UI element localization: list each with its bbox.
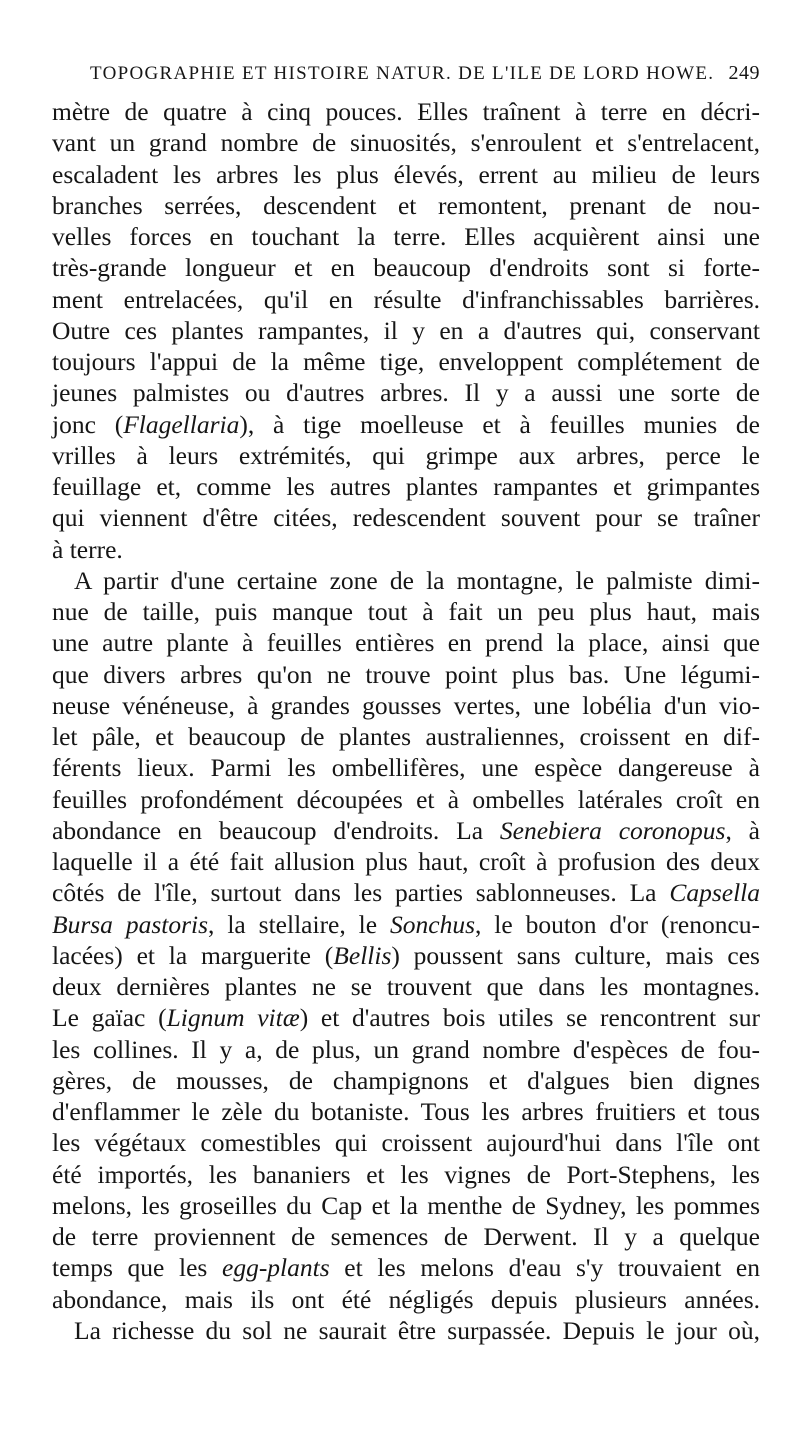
text-segment: laquelle il a été fait allusion plus haut, croît à profusion des deux	[52, 847, 760, 876]
text-line	[52, 846, 760, 877]
text-segment: jeunes palmistes ou d'autres arbres. Il y a aussi une sorte de	[52, 378, 760, 408]
page-number: 249	[728, 62, 760, 84]
body-text	[52, 96, 760, 1346]
text-segment: jonc (	[52, 409, 124, 439]
text-segment: , à	[725, 815, 760, 845]
text-line	[52, 877, 760, 908]
text-segment: let pâle, et beaucoup de plantes australiennes, croissent en dif-	[52, 722, 760, 751]
text-line	[52, 815, 760, 846]
text-segment: vant un grand nombre de sinuosités, s'enroulent et s'entrelacent,	[52, 128, 760, 158]
text-line	[52, 284, 760, 315]
text-segment: vrilles à leurs extrémités, qui grimpe aux arbres, perce le	[52, 440, 760, 470]
text-segment: deux dernières plantes ne se trouvent que dans les montagnes.	[52, 972, 760, 1001]
text-line	[52, 690, 760, 721]
text-line	[52, 909, 760, 940]
text-segment: et les melons d'eau s'y trouvaient en	[329, 1253, 761, 1283]
text-segment: feuilles profondément découpées et à ombelles latérales croît en	[52, 784, 760, 814]
text-segment: férents lieux. Parmi les ombellifères, une espèce dangereuse à	[52, 753, 760, 783]
text-line	[52, 971, 760, 1002]
text-segment: branches serrées, descendent et remontent, prenant de nou-	[52, 190, 760, 220]
text-segment: à terre.	[52, 534, 123, 564]
italic-term: Sonchus	[390, 909, 475, 939]
text-line	[52, 1127, 760, 1158]
text-line	[52, 565, 760, 596]
text-line	[52, 502, 760, 533]
text-line	[52, 159, 760, 190]
text-segment: de terre proviennent de semences de Derwent. Il y a quelque	[52, 1222, 760, 1251]
text-line	[52, 1190, 760, 1221]
text-line	[52, 1034, 760, 1065]
text-segment: A partir d'une certaine zone de la montagne, le palmiste dimi-	[74, 565, 760, 595]
text-line	[52, 1065, 760, 1096]
text-segment: côtés de l'île, surtout dans les parties sablonneuses. La	[52, 878, 670, 908]
running-header	[52, 62, 760, 88]
text-segment: velles forces en touchant la terre. Elles acquièrent ainsi une	[52, 222, 760, 251]
text-segment: ) poussent sans culture, mais ces	[391, 940, 760, 970]
text-line	[52, 127, 760, 158]
text-segment: melons, les groseilles du Cap et la menthe de Sydney, les pommes	[52, 1190, 760, 1220]
text-line	[52, 221, 760, 252]
text-line	[52, 346, 760, 377]
text-segment: neuse vénéneuse, à grandes gousses vertes, une lobélia d'un vio-	[52, 690, 760, 720]
text-segment: La richesse du sol ne saurait être surpassée. Depuis le jour où,	[74, 1315, 760, 1345]
italic-term: Senebiera coronopus	[499, 815, 726, 845]
text-segment: les végétaux comestibles qui croissent aujourd'hui dans l'île ont	[52, 1128, 760, 1158]
italic-term: Bellis	[333, 940, 392, 970]
text-line	[52, 315, 760, 346]
text-line	[52, 471, 760, 502]
text-line	[52, 1159, 760, 1190]
text-line	[52, 1315, 760, 1346]
text-segment: escaladent les arbres les plus élevés, errent au milieu de leurs	[52, 159, 760, 189]
text-segment: Le gaïac (	[52, 1003, 167, 1033]
text-line	[52, 721, 760, 752]
text-line	[52, 377, 760, 408]
text-line	[52, 940, 760, 971]
text-line	[52, 252, 760, 283]
italic-term: Capsella	[669, 878, 760, 908]
text-segment: temps que les	[52, 1253, 222, 1283]
text-line	[52, 1221, 760, 1252]
text-segment: les collines. Il y a, de plus, un grand nombre d'espèces de fou-	[52, 1034, 760, 1064]
text-line	[52, 1096, 760, 1127]
text-segment: une autre plante à feuilles entières en prend la place, ainsi que	[52, 628, 760, 658]
text-segment: ment entrelacées, qu'il en résulte d'infranchissables barrières.	[52, 284, 760, 314]
text-line	[52, 627, 760, 658]
text-segment: d'enflammer le zèle du botaniste. Tous les arbres fruitiers et tous	[52, 1097, 760, 1126]
text-segment: ), à tige moelleuse et à feuilles munies de	[239, 409, 760, 439]
italic-term: Lignum vitæ	[166, 1003, 300, 1033]
text-line	[52, 190, 760, 221]
text-segment: que divers arbres qu'on ne trouve point plus bas. Une légumi-	[52, 659, 760, 689]
text-segment: , le bouton d'or (renoncu-	[475, 909, 760, 939]
italic-term: Flagellaria	[123, 409, 240, 439]
text-segment: abondance, mais ils ont été négligés depuis plusieurs années.	[52, 1284, 760, 1314]
text-line	[52, 409, 760, 440]
text-line	[52, 534, 760, 565]
text-segment: feuillage et, comme les autres plantes rampantes et grimpantes	[52, 472, 760, 501]
text-line	[52, 752, 760, 783]
text-line	[52, 1002, 760, 1033]
text-segment: ) et d'autres bois utiles se rencontrent sur	[299, 1003, 760, 1033]
text-line	[52, 1252, 760, 1283]
text-line	[52, 784, 760, 815]
text-segment: Outre ces plantes rampantes, il y en a d'autres qui, conservant	[52, 315, 760, 345]
text-segment: nue de taille, puis manque tout à fait un peu plus haut, mais	[52, 597, 760, 626]
italic-term: Bursa pastoris	[52, 909, 209, 939]
text-segment: , la stellaire, le	[208, 909, 390, 939]
text-line	[52, 659, 760, 690]
text-line	[52, 96, 760, 127]
text-segment: abondance en beaucoup d'endroits. La	[52, 815, 500, 845]
text-line	[52, 440, 760, 471]
text-segment: très-grande longueur et en beaucoup d'endroits sont si forte-	[52, 253, 760, 283]
text-line	[52, 596, 760, 627]
text-segment: lacées) et la marguerite (	[52, 940, 334, 970]
text-segment: mètre de quatre à cinq pouces. Elles traînent à terre en décri-	[52, 97, 760, 126]
italic-term: egg-plants	[222, 1253, 330, 1283]
text-line	[52, 1284, 760, 1315]
text-segment: été importés, les bananiers et les vignes de Port-Stephens, les	[52, 1159, 760, 1189]
running-title: TOPOGRAPHIE ET HISTOIRE NATUR. DE L'ILE DE LORD HOWE.	[90, 63, 715, 84]
text-segment: gères, de mousses, de champignons et d'algues bien dignes	[52, 1065, 760, 1095]
text-segment: qui viennent d'être citées, redescendent souvent pour se traîner	[52, 503, 760, 533]
text-segment: toujours l'appui de la même tige, enveloppent complétement de	[52, 347, 760, 376]
